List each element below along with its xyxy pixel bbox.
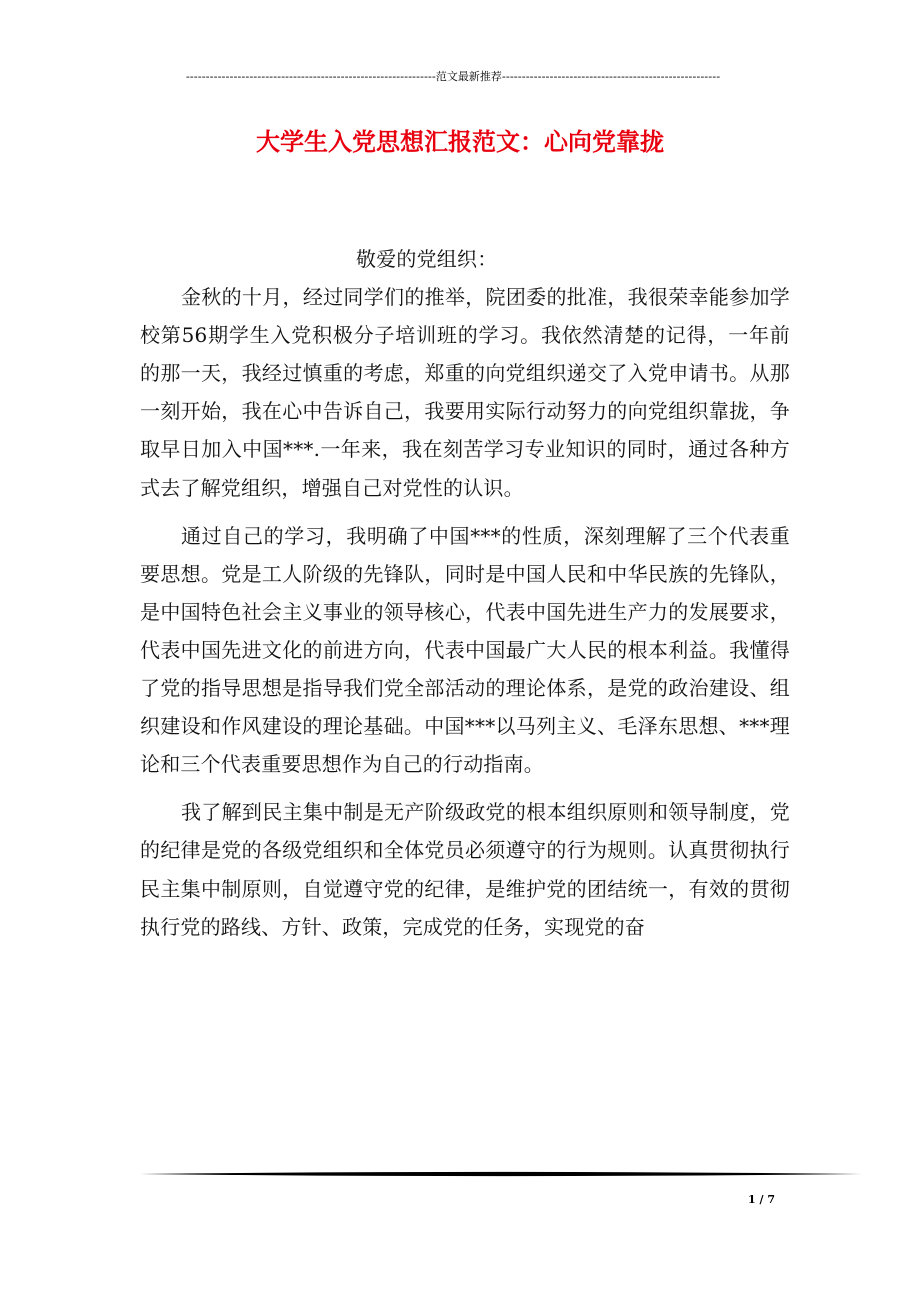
footer-rule-shape <box>140 1171 862 1177</box>
paragraph: 金秋的十月，经过同学们的推举，院团委的批准，我很荣幸能参加学校第56期学生入党积极分子培训班的学习。我依然清楚的记得，一年前的那一天，我经过慎重的考虑，郑重的向党组织递交了入党申请书。从那一刻开始，我在心中告诉自己，我要用实际行动努力的向党组织靠拢，争取早日加入中国***.一年来，我在刻苦学习专业知识的同时，通过各种方式去了解党组织，增强自己对党性的认识。 <box>140 285 790 500</box>
paragraph: 我了解到民主集中制是无产阶级政党的根本组织原则和领导制度，党的纪律是党的各级党组织和全体党员必须遵守的行为规则。认真贯彻执行民主集中制原则，自觉遵守党的纪律，是维护党的团结统一，有效的贯彻执行党的路线、方针、政策，完成党的任务，实现党的奋 <box>140 800 790 939</box>
document-title: 大学生入党思想汇报范文：心向党靠拢 <box>256 128 664 156</box>
page-header: ---------------------------------------------------------------范文最新推荐------------------------------------------------------- <box>185 70 721 83</box>
footer-rule <box>140 1171 862 1177</box>
page-number: 1 / 7 <box>748 1193 775 1206</box>
paragraph: 通过自己的学习，我明确了中国***的性质，深刻理解了三个代表重要思想。党是工人阶级的先锋队，同时是中国人民和中华民族的先锋队，是中国特色社会主义事业的领导核心，代表中国先进生产力的发展要求，代表中国先进文化的前进方向，代表中国最广大人民的根本利益。我懂得了党的指导思想是指导我们党全部活动的理论体系，是党的政治建设、组织建设和作风建设的理论基础。中国***以马列主义、毛泽东思想、***理论和三个代表重要思想作为自己的行动指南。 <box>140 523 790 777</box>
document-body <box>140 240 790 946</box>
salutation: 敬爱的党组织： <box>356 247 498 271</box>
